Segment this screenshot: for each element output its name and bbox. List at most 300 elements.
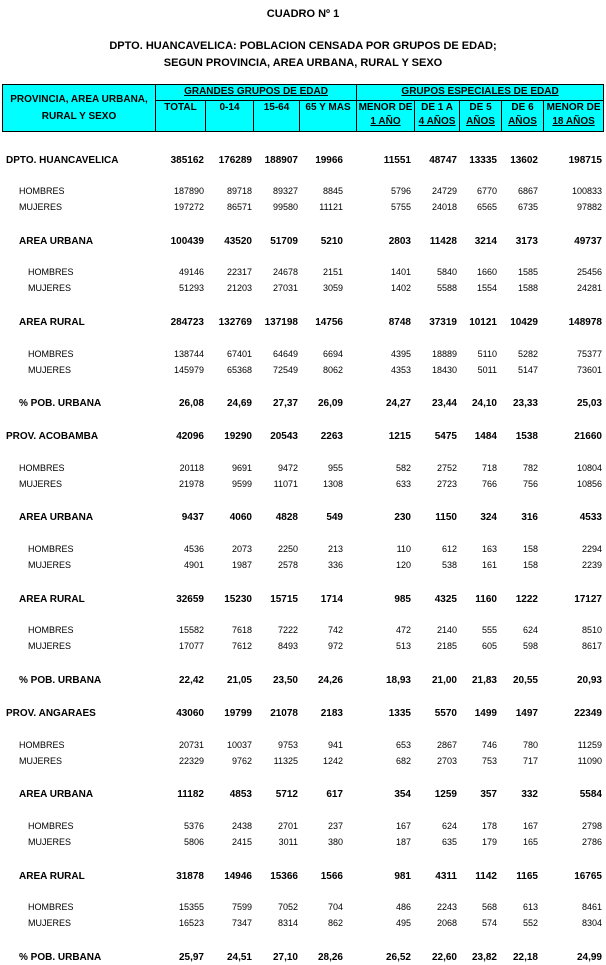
table-cell: 2752 <box>436 463 457 473</box>
table-cell: 97882 <box>576 202 602 212</box>
table-cell: 86571 <box>226 202 252 212</box>
table-cell: 11259 <box>577 740 602 750</box>
table-cell: 6867 <box>517 186 538 196</box>
table-cell: 5376 <box>183 821 204 831</box>
table-cell: 73601 <box>576 365 602 375</box>
table-row <box>0 236 606 249</box>
table-cell: 27,10 <box>272 952 298 963</box>
row-label: % POB. URBANA <box>19 952 102 963</box>
table-cell: 8845 <box>322 186 343 196</box>
table-cell: 7347 <box>231 918 252 928</box>
table-cell: 23,82 <box>471 952 497 963</box>
table-cell: 2867 <box>436 740 457 750</box>
table-cell: 1588 <box>517 283 538 293</box>
table-cell: 3173 <box>515 236 538 247</box>
table-cell: 167 <box>395 821 411 831</box>
table-cell: 11551 <box>383 155 411 166</box>
table-cell: 100833 <box>571 186 602 196</box>
table-cell: 1484 <box>474 431 497 442</box>
table-cell: 1566 <box>320 871 343 882</box>
row-label: DPTO. HUANCAVELICA <box>6 155 119 166</box>
table-cell: 613 <box>522 902 538 912</box>
table-cell: 51293 <box>178 283 204 293</box>
table-number-title: CUADRO Nº 1 <box>266 8 340 20</box>
table-cell: 230 <box>394 512 411 523</box>
table-row <box>0 155 606 168</box>
row-label: AREA RURAL <box>19 871 85 882</box>
table-row <box>0 641 606 654</box>
col-header-65-mas: 65 Y MAS <box>300 101 357 132</box>
table-row <box>0 283 606 296</box>
table-cell: 18,93 <box>385 675 411 686</box>
table-cell: 10037 <box>226 740 252 750</box>
table-cell: 955 <box>327 463 343 473</box>
table-cell: 24281 <box>576 283 602 293</box>
table-cell: 198715 <box>568 155 602 166</box>
table-cell: 5475 <box>434 431 457 442</box>
table-cell: 574 <box>481 918 497 928</box>
table-cell: 15582 <box>178 625 204 635</box>
table-cell: 28,26 <box>317 952 343 963</box>
table-cell: 176289 <box>218 155 252 166</box>
table-cell: 617 <box>326 789 343 800</box>
table-cell: 538 <box>441 560 457 570</box>
table-cell: 4325 <box>434 594 457 605</box>
table-cell: 782 <box>522 463 538 473</box>
table-cell: 7612 <box>231 641 252 651</box>
table-cell: 22,42 <box>178 675 204 686</box>
row-label: HOMBRES <box>28 267 74 277</box>
table-row <box>0 560 606 573</box>
table-cell: 188907 <box>264 155 298 166</box>
table-cell: 48747 <box>429 155 457 166</box>
table-cell: 3059 <box>322 283 343 293</box>
table-cell: 213 <box>327 544 343 554</box>
table-cell: 8314 <box>277 918 298 928</box>
table-cell: 2243 <box>436 902 457 912</box>
table-cell: 555 <box>481 625 497 635</box>
table-cell: 4353 <box>390 365 411 375</box>
table-cell: 582 <box>395 463 411 473</box>
table-cell: 27031 <box>272 283 298 293</box>
col-header-0-14: 0-14 <box>206 101 254 132</box>
table-cell: 21,00 <box>431 675 457 686</box>
table-cell: 1215 <box>388 431 411 442</box>
table-row <box>0 594 606 607</box>
table-cell: 1660 <box>476 267 497 277</box>
table-cell: 72549 <box>272 365 298 375</box>
table-cell: 2294 <box>581 544 602 554</box>
row-label: AREA URBANA <box>19 512 94 523</box>
table-cell: 332 <box>521 789 538 800</box>
table-cell: 22317 <box>226 267 252 277</box>
table-cell: 2701 <box>277 821 298 831</box>
table-cell: 316 <box>521 512 538 523</box>
table-row <box>0 398 606 411</box>
table-cell: 624 <box>441 821 457 831</box>
table-cell: 24,26 <box>317 675 343 686</box>
table-cell: 138744 <box>173 349 204 359</box>
table-cell: 22329 <box>178 756 204 766</box>
row-label: MUJERES <box>28 837 72 847</box>
table-cell: 31878 <box>176 871 204 882</box>
table-cell: 4853 <box>229 789 252 800</box>
table-cell: 10804 <box>576 463 602 473</box>
table-cell: 605 <box>481 641 497 651</box>
table-cell: 187890 <box>173 186 204 196</box>
table-cell: 2239 <box>581 560 602 570</box>
table-cell: 486 <box>395 902 411 912</box>
table-cell: 1242 <box>322 756 343 766</box>
table-cell: 20543 <box>270 431 298 442</box>
group-header-especiales: GRUPOS ESPECIALES DE EDAD <box>357 85 604 101</box>
table-cell: 357 <box>480 789 497 800</box>
row-label: PROV. ANGARAES <box>6 708 96 719</box>
table-cell: 120 <box>395 560 411 570</box>
table-cell: 19290 <box>224 431 252 442</box>
table-cell: 5712 <box>275 789 298 800</box>
table-row <box>0 186 606 199</box>
group-header-grandes: GRANDES GRUPOS DE EDAD <box>156 85 357 101</box>
table-cell: 5796 <box>390 186 411 196</box>
table-cell: 89327 <box>272 186 298 196</box>
table-cell: 27,37 <box>272 398 298 409</box>
row-label: PROV. ACOBAMBA <box>6 431 99 442</box>
table-cell: 753 <box>481 756 497 766</box>
table-cell: 4533 <box>579 512 602 523</box>
table-cell: 5840 <box>436 267 457 277</box>
table-cell: 22,60 <box>431 952 457 963</box>
row-label: HOMBRES <box>28 625 74 635</box>
table-cell: 324 <box>480 512 497 523</box>
row-label: HOMBRES <box>19 740 65 750</box>
row-label: MUJERES <box>19 479 63 489</box>
table-cell: 2723 <box>436 479 457 489</box>
table-cell: 24,51 <box>226 952 252 963</box>
table-cell: 766 <box>481 479 497 489</box>
table-cell: 1335 <box>388 708 411 719</box>
row-label: AREA RURAL <box>19 594 85 605</box>
table-cell: 9599 <box>231 479 252 489</box>
row-label: HOMBRES <box>19 186 65 196</box>
table-row <box>0 708 606 721</box>
table-cell: 1585 <box>517 267 538 277</box>
table-cell: 23,33 <box>512 398 538 409</box>
table-cell: 49146 <box>178 267 204 277</box>
table-cell: 5011 <box>477 365 497 375</box>
row-label: MUJERES <box>19 756 63 766</box>
table-cell: 2438 <box>231 821 252 831</box>
table-cell: 21660 <box>574 431 602 442</box>
table-cell: 43060 <box>176 708 204 719</box>
table-cell: 14946 <box>224 871 252 882</box>
row-label-header-line2: RURAL Y SEXO <box>41 111 117 122</box>
table-cell: 11121 <box>319 202 343 212</box>
table-cell: 1714 <box>320 594 343 605</box>
table-cell: 635 <box>441 837 457 847</box>
table-cell: 15366 <box>270 871 298 882</box>
row-label: HOMBRES <box>19 463 65 473</box>
table-cell: 24,99 <box>576 952 602 963</box>
table-cell: 7618 <box>231 625 252 635</box>
table-cell: 187 <box>395 837 411 847</box>
table-cell: 6770 <box>476 186 497 196</box>
table-cell: 11182 <box>177 789 204 800</box>
table-cell: 717 <box>522 756 538 766</box>
table-cell: 8062 <box>322 365 343 375</box>
table-cell: 42096 <box>176 431 204 442</box>
table-cell: 552 <box>522 918 538 928</box>
table-cell: 26,52 <box>385 952 411 963</box>
table-cell: 9753 <box>277 740 298 750</box>
table-cell: 25,97 <box>178 952 204 963</box>
table-cell: 25,03 <box>576 398 602 409</box>
table-cell: 25456 <box>576 267 602 277</box>
row-label: MUJERES <box>28 641 72 651</box>
table-row <box>0 625 606 638</box>
row-label-header <box>3 85 156 132</box>
table-cell: 4901 <box>183 560 204 570</box>
table-cell: 22,18 <box>512 952 538 963</box>
table-cell: 24,27 <box>385 398 411 409</box>
table-cell: 11428 <box>429 236 457 247</box>
table-cell: 14756 <box>315 317 343 328</box>
table-cell: 704 <box>327 902 343 912</box>
table-cell: 472 <box>395 625 411 635</box>
row-label: % POB. URBANA <box>19 675 102 686</box>
table-cell: 742 <box>327 625 343 635</box>
table-cell: 1165 <box>516 871 538 882</box>
table-cell: 2578 <box>277 560 298 570</box>
table-cell: 513 <box>395 641 411 651</box>
table-cell: 1222 <box>515 594 538 605</box>
table-cell: 1499 <box>474 708 497 719</box>
table-cell: 178 <box>481 821 497 831</box>
table-cell: 8748 <box>388 317 411 328</box>
col-header-menor-18: MENOR DE 18 AÑOS <box>544 101 604 132</box>
table-row <box>0 871 606 884</box>
table-cell: 132769 <box>218 317 252 328</box>
table-row <box>0 317 606 330</box>
table-cell: 5147 <box>517 365 538 375</box>
table-cell: 6565 <box>476 202 497 212</box>
row-label: % POB. URBANA <box>19 398 102 409</box>
table-cell: 179 <box>481 837 497 847</box>
table-cell: 75377 <box>576 349 602 359</box>
table-cell: 1160 <box>475 594 497 605</box>
table-cell: 16523 <box>178 918 204 928</box>
row-label: AREA RURAL <box>19 317 85 328</box>
table-cell: 145979 <box>173 365 204 375</box>
table-cell: 64649 <box>272 349 298 359</box>
table-cell: 7052 <box>277 902 298 912</box>
table-cell: 8510 <box>581 625 602 635</box>
table-cell: 17077 <box>178 641 204 651</box>
table-cell: 972 <box>327 641 343 651</box>
table-cell: 1401 <box>390 267 411 277</box>
table-row <box>0 902 606 915</box>
table-cell: 9762 <box>231 756 252 766</box>
table-cell: 4395 <box>390 349 411 359</box>
table-cell: 99580 <box>272 202 298 212</box>
table-cell: 24,10 <box>471 398 497 409</box>
table-cell: 15715 <box>270 594 298 605</box>
table-row <box>0 756 606 769</box>
table-cell: 161 <box>481 560 497 570</box>
table-cell: 18889 <box>431 349 457 359</box>
table-row <box>0 789 606 802</box>
table-cell: 237 <box>327 821 343 831</box>
table-cell: 5806 <box>183 837 204 847</box>
table-cell: 37319 <box>429 317 457 328</box>
table-cell: 2786 <box>581 837 602 847</box>
table-cell: 20,93 <box>576 675 602 686</box>
table-cell: 756 <box>522 479 538 489</box>
table-cell: 4536 <box>183 544 204 554</box>
row-label: AREA URBANA <box>19 236 94 247</box>
table-cell: 19799 <box>224 708 252 719</box>
table-cell: 495 <box>395 918 411 928</box>
row-label: AREA URBANA <box>19 789 94 800</box>
table-cell: 3214 <box>474 236 497 247</box>
table-cell: 4311 <box>435 871 457 882</box>
table-subtitle-line1: DPTO. HUANCAVELICA: POBLACION CENSADA POR GRUPOS DE EDAD; <box>109 40 497 52</box>
table-cell: 21078 <box>270 708 298 719</box>
table-cell: 26,08 <box>178 398 204 409</box>
table-cell: 780 <box>522 740 538 750</box>
table-cell: 11090 <box>577 756 602 766</box>
table-cell: 5210 <box>320 236 343 247</box>
table-cell: 10856 <box>576 479 602 489</box>
table-cell: 100439 <box>170 236 204 247</box>
table-row <box>0 463 606 476</box>
table-cell: 2073 <box>231 544 252 554</box>
table-cell: 24018 <box>431 202 457 212</box>
table-cell: 26,09 <box>317 398 343 409</box>
table-cell: 1497 <box>515 708 538 719</box>
table-cell: 24729 <box>431 186 457 196</box>
table-cell: 3011 <box>278 837 298 847</box>
table-cell: 11325 <box>273 756 298 766</box>
col-header-5: DE 5 AÑOS <box>460 101 502 132</box>
table-cell: 24,69 <box>226 398 252 409</box>
col-header-15-64: 15-64 <box>254 101 300 132</box>
row-label: MUJERES <box>28 560 72 570</box>
table-row <box>0 512 606 525</box>
table-cell: 165 <box>522 837 538 847</box>
table-cell: 284723 <box>170 317 204 328</box>
row-label: HOMBRES <box>28 902 74 912</box>
table-cell: 612 <box>441 544 457 554</box>
table-cell: 8617 <box>581 641 602 651</box>
table-cell: 32659 <box>176 594 204 605</box>
table-cell: 43520 <box>224 236 252 247</box>
table-cell: 633 <box>395 479 411 489</box>
table-cell: 158 <box>522 544 538 554</box>
table-cell: 51709 <box>270 236 298 247</box>
col-header-1-4: DE 1 A 4 AÑOS <box>415 101 460 132</box>
table-cell: 5755 <box>390 202 411 212</box>
table-subtitle-line2: SEGUN PROVINCIA, AREA URBANA, RURAL Y SEXO <box>163 57 443 69</box>
table-cell: 148978 <box>568 317 602 328</box>
table-row <box>0 675 606 688</box>
table-cell: 18430 <box>431 365 457 375</box>
table-cell: 862 <box>327 918 343 928</box>
table-cell: 746 <box>481 740 497 750</box>
table-cell: 1259 <box>434 789 457 800</box>
table-cell: 2068 <box>436 918 457 928</box>
table-cell: 2250 <box>277 544 298 554</box>
table-cell: 985 <box>394 594 411 605</box>
table-row <box>0 952 606 965</box>
table-row <box>0 479 606 492</box>
row-label: MUJERES <box>19 202 63 212</box>
table-cell: 158 <box>522 560 538 570</box>
row-label: MUJERES <box>28 918 72 928</box>
table-cell: 65368 <box>226 365 252 375</box>
table-cell: 385162 <box>170 155 204 166</box>
table-cell: 24678 <box>272 267 298 277</box>
table-cell: 624 <box>522 625 538 635</box>
table-cell: 8304 <box>581 918 602 928</box>
row-label: MUJERES <box>28 365 72 375</box>
table-cell: 89718 <box>226 186 252 196</box>
table-row <box>0 349 606 362</box>
table-cell: 549 <box>326 512 343 523</box>
table-cell: 5584 <box>579 789 602 800</box>
table-cell: 2703 <box>436 756 457 766</box>
column-header <box>2 84 604 132</box>
table-cell: 167 <box>522 821 538 831</box>
table-cell: 9691 <box>231 463 252 473</box>
table-cell: 380 <box>327 837 343 847</box>
row-label: HOMBRES <box>28 349 74 359</box>
table-cell: 16765 <box>574 871 602 882</box>
table-cell: 4060 <box>229 512 252 523</box>
table-cell: 354 <box>394 789 411 800</box>
table-cell: 23,44 <box>431 398 457 409</box>
table-cell: 11071 <box>273 479 298 489</box>
table-cell: 9437 <box>181 512 204 523</box>
table-cell: 2183 <box>320 708 343 719</box>
table-cell: 5110 <box>477 349 497 359</box>
row-label: HOMBRES <box>28 544 74 554</box>
table-cell: 49737 <box>574 236 602 247</box>
table-cell: 137198 <box>264 317 298 328</box>
row-label-header-line1: PROVINCIA, AREA URBANA, <box>10 94 148 105</box>
table-cell: 67401 <box>226 349 252 359</box>
table-cell: 2798 <box>581 821 602 831</box>
table-cell: 1150 <box>435 512 457 523</box>
table-row <box>0 431 606 444</box>
table-cell: 598 <box>522 641 538 651</box>
table-cell: 13335 <box>469 155 497 166</box>
table-cell: 19966 <box>315 155 343 166</box>
table-cell: 8493 <box>277 641 298 651</box>
table-cell: 2140 <box>436 625 457 635</box>
row-label: MUJERES <box>28 283 72 293</box>
table-cell: 10429 <box>510 317 538 328</box>
table-cell: 163 <box>481 544 497 554</box>
table-cell: 10121 <box>469 317 497 328</box>
col-header-6: DE 6 AÑOS <box>502 101 544 132</box>
table-cell: 2803 <box>388 236 411 247</box>
table-row <box>0 365 606 378</box>
table-cell: 5570 <box>434 708 457 719</box>
table-cell: 5282 <box>517 349 538 359</box>
table-cell: 110 <box>396 544 411 554</box>
table-cell: 9472 <box>277 463 298 473</box>
